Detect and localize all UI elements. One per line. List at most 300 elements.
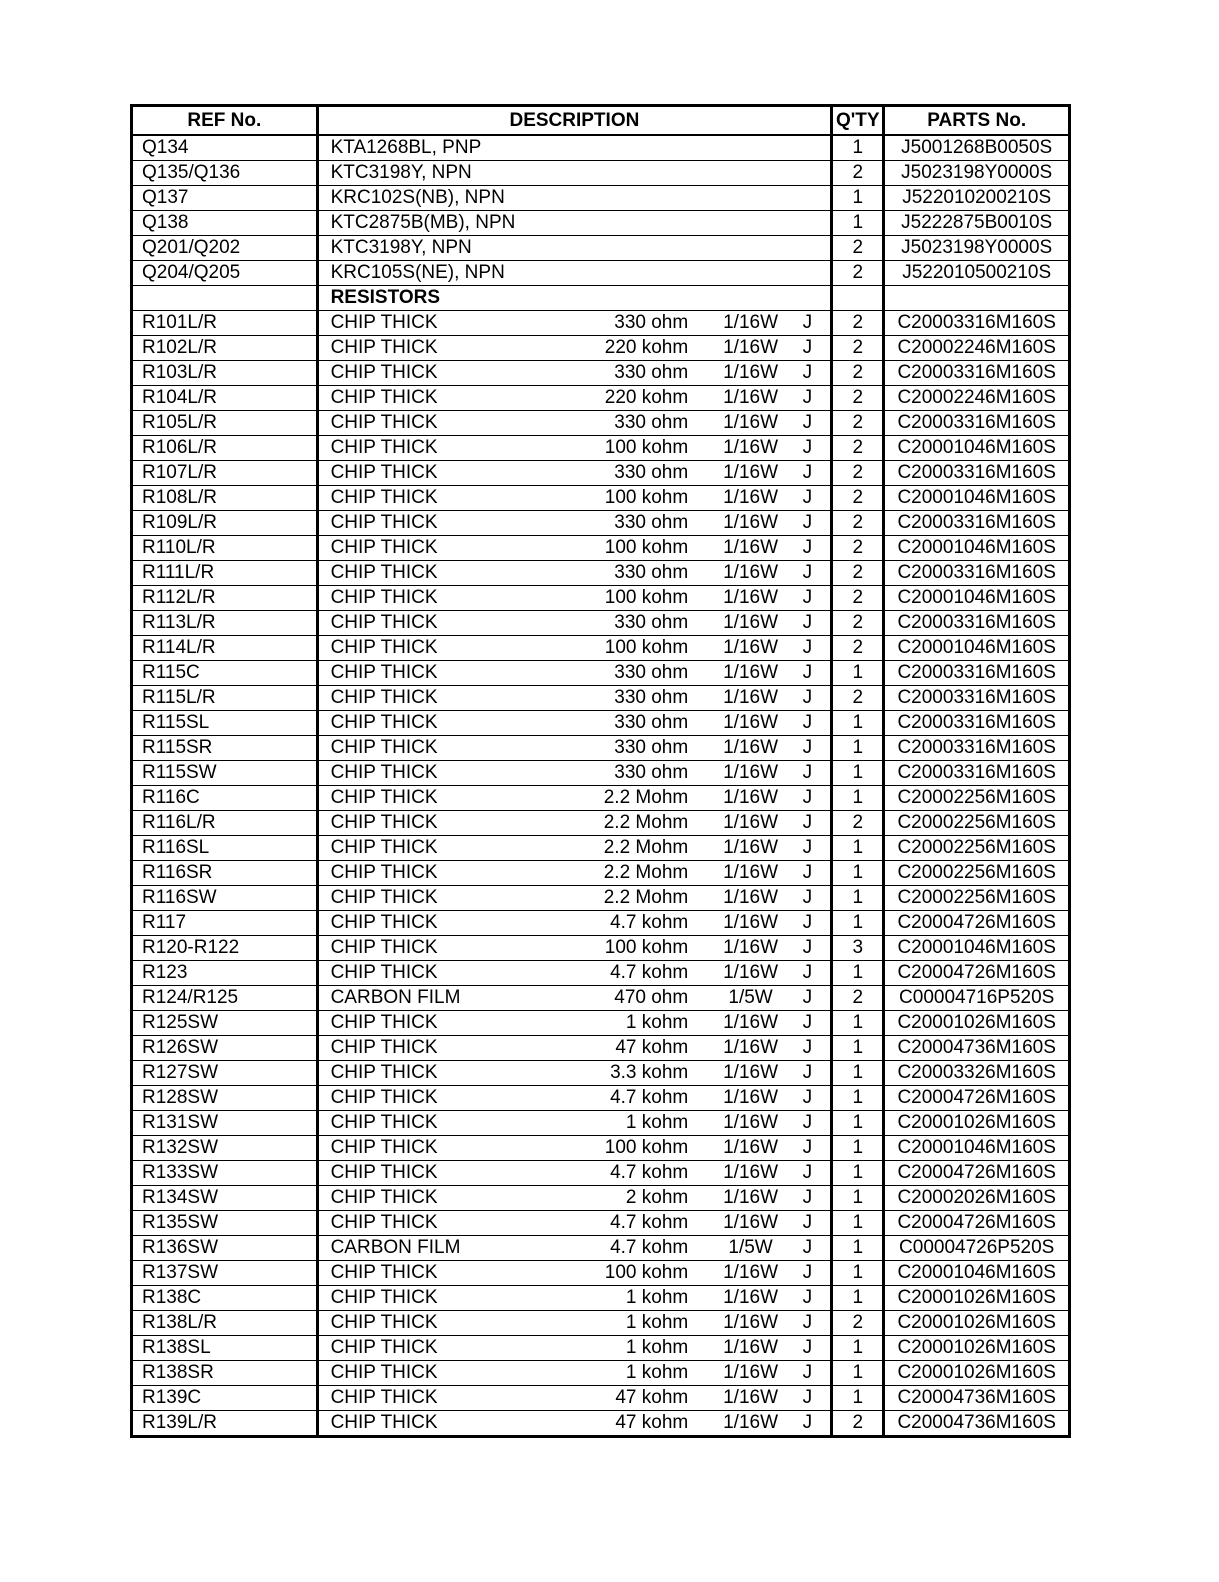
qty-cell: 2 — [832, 386, 884, 411]
part-number-cell: C20001026M160S — [884, 1311, 1070, 1336]
ref-cell: R115SR — [132, 736, 318, 761]
description-cell — [317, 1361, 832, 1386]
ref-cell: R132SW — [132, 1136, 318, 1161]
qty-cell: 1 — [832, 1036, 884, 1061]
wattage: 1/16W — [723, 437, 779, 458]
resistance-value: 47 kohm — [615, 1387, 689, 1408]
tolerance: J — [802, 1037, 813, 1058]
resistor-type: CHIP THICK — [330, 1362, 438, 1383]
part-number-cell: C20004726M160S — [884, 911, 1070, 936]
wattage: 1/16W — [723, 1062, 779, 1083]
ref-cell: R125SW — [132, 1011, 318, 1036]
table-row — [132, 135, 1070, 161]
table-row — [132, 261, 1070, 286]
part-number-cell: C20002256M160S — [884, 886, 1070, 911]
qty-cell: 1 — [832, 886, 884, 911]
tolerance: J — [802, 812, 813, 833]
description-text: KRC102S(NB), NPN — [330, 187, 505, 208]
description-cell — [317, 686, 832, 711]
qty-cell: 2 — [832, 411, 884, 436]
ref-cell: R114L/R — [132, 636, 318, 661]
resistance-value: 330 ohm — [614, 712, 689, 733]
qty-cell: 2 — [832, 811, 884, 836]
qty-cell: 1 — [832, 211, 884, 236]
resistor-type: CHIP THICK — [330, 712, 438, 733]
wattage: 1/16W — [723, 612, 779, 633]
resistor-type: CHIP THICK — [330, 862, 438, 883]
part-number-cell: C20002256M160S — [884, 786, 1070, 811]
wattage: 1/5W — [728, 1237, 773, 1258]
ref-cell: R137SW — [132, 1261, 318, 1286]
table-row — [132, 411, 1070, 436]
ref-cell: R136SW — [132, 1236, 318, 1261]
ref-cell: R101L/R — [132, 311, 318, 336]
part-number-cell: C20001026M160S — [884, 1286, 1070, 1311]
part-number-cell: C20001046M160S — [884, 1136, 1070, 1161]
resistor-type: CHIP THICK — [330, 1012, 438, 1033]
tolerance: J — [802, 762, 813, 783]
ref-cell: R134SW — [132, 1186, 318, 1211]
description-cell — [317, 311, 832, 336]
part-number-cell: C20003316M160S — [884, 661, 1070, 686]
tolerance: J — [802, 837, 813, 858]
part-number-cell: C20003316M160S — [884, 611, 1070, 636]
ref-cell: R115L/R — [132, 686, 318, 711]
part-number-cell — [884, 286, 1070, 311]
table-row — [132, 536, 1070, 561]
wattage: 1/16W — [723, 1112, 779, 1133]
table-row — [132, 486, 1070, 511]
wattage: 1/16W — [723, 312, 779, 333]
tolerance: J — [802, 1287, 813, 1308]
resistance-value: 100 kohm — [604, 1137, 689, 1158]
description-text: KTC3198Y, NPN — [330, 162, 472, 183]
resistor-type: CHIP THICK — [330, 512, 438, 533]
qty-cell: 1 — [832, 1011, 884, 1036]
description-cell — [317, 861, 832, 886]
table-row — [132, 1086, 1070, 1111]
wattage: 1/16W — [723, 562, 779, 583]
table-row — [132, 186, 1070, 211]
table-row — [132, 736, 1070, 761]
table-row — [132, 1161, 1070, 1186]
ref-cell — [132, 286, 318, 311]
table-row — [132, 211, 1070, 236]
part-number-cell: C20003316M160S — [884, 511, 1070, 536]
resistance-value: 4.7 kohm — [610, 1087, 689, 1108]
ref-cell: R139L/R — [132, 1411, 318, 1437]
tolerance: J — [802, 412, 813, 433]
part-number-cell: C20003326M160S — [884, 1061, 1070, 1086]
description-cell — [317, 411, 832, 436]
resistance-value: 330 ohm — [614, 737, 689, 758]
tolerance: J — [802, 312, 813, 333]
part-number-cell: C20001026M160S — [884, 1111, 1070, 1136]
ref-cell: R116C — [132, 786, 318, 811]
tolerance: J — [802, 487, 813, 508]
wattage: 1/16W — [723, 887, 779, 908]
description-cell — [317, 1086, 832, 1111]
part-number-cell: C20001046M160S — [884, 436, 1070, 461]
tolerance: J — [802, 737, 813, 758]
table-row — [132, 1136, 1070, 1161]
part-number-cell: C20003316M160S — [884, 461, 1070, 486]
resistor-type: CHIP THICK — [330, 687, 438, 708]
qty-cell: 2 — [832, 986, 884, 1011]
wattage: 1/5W — [728, 987, 773, 1008]
table-row — [132, 661, 1070, 686]
qty-cell: 1 — [832, 861, 884, 886]
description-cell — [317, 1211, 832, 1236]
table-row — [132, 1286, 1070, 1311]
resistor-type: CHIP THICK — [330, 1387, 438, 1408]
ref-cell: Q134 — [132, 135, 318, 161]
resistance-value: 100 kohm — [604, 487, 689, 508]
qty-cell: 1 — [832, 1111, 884, 1136]
parts-list-table — [130, 104, 1071, 1438]
qty-cell: 1 — [832, 961, 884, 986]
tolerance: J — [802, 562, 813, 583]
tolerance: J — [802, 337, 813, 358]
resistor-type: CARBON FILM — [330, 987, 461, 1008]
table-row — [132, 436, 1070, 461]
wattage: 1/16W — [723, 912, 779, 933]
part-number-cell: C20003316M160S — [884, 561, 1070, 586]
part-number-cell: C20004736M160S — [884, 1386, 1070, 1411]
wattage: 1/16W — [723, 712, 779, 733]
wattage: 1/16W — [723, 587, 779, 608]
wattage: 1/16W — [723, 1012, 779, 1033]
parts-table-body — [132, 135, 1070, 1437]
description-cell — [317, 186, 832, 211]
description-cell — [317, 986, 832, 1011]
ref-cell: R131SW — [132, 1111, 318, 1136]
table-row — [132, 986, 1070, 1011]
part-number-cell: C20003316M160S — [884, 411, 1070, 436]
qty-cell: 2 — [832, 311, 884, 336]
tolerance: J — [802, 662, 813, 683]
ref-cell: R108L/R — [132, 486, 318, 511]
resistor-type: CHIP THICK — [330, 1037, 438, 1058]
resistance-value: 4.7 kohm — [610, 962, 689, 983]
qty-cell: 1 — [832, 1261, 884, 1286]
tolerance: J — [802, 937, 813, 958]
table-row — [132, 1111, 1070, 1136]
qty-cell: 2 — [832, 436, 884, 461]
tolerance: J — [802, 1212, 813, 1233]
resistance-value: 330 ohm — [614, 462, 689, 483]
wattage: 1/16W — [723, 1337, 779, 1358]
description-cell — [317, 1011, 832, 1036]
table-row — [132, 911, 1070, 936]
tolerance: J — [802, 912, 813, 933]
part-number-cell: C20004726M160S — [884, 1086, 1070, 1111]
part-number-cell: C20004726M160S — [884, 961, 1070, 986]
resistance-value: 47 kohm — [615, 1037, 689, 1058]
resistor-type: CHIP THICK — [330, 437, 438, 458]
part-number-cell: C20003316M160S — [884, 361, 1070, 386]
qty-cell: 1 — [832, 786, 884, 811]
table-row — [132, 586, 1070, 611]
description-cell — [317, 661, 832, 686]
resistance-value: 100 kohm — [604, 1262, 689, 1283]
header-ref: REF No. — [132, 106, 318, 136]
resistance-value: 330 ohm — [614, 562, 689, 583]
tolerance: J — [802, 862, 813, 883]
tolerance: J — [802, 1087, 813, 1108]
resistor-type: CHIP THICK — [330, 562, 438, 583]
description-cell — [317, 611, 832, 636]
qty-cell: 1 — [832, 1161, 884, 1186]
part-number-cell: C20001046M160S — [884, 586, 1070, 611]
resistance-value: 330 ohm — [614, 762, 689, 783]
resistor-type: CHIP THICK — [330, 337, 438, 358]
table-row — [132, 461, 1070, 486]
resistor-type: CHIP THICK — [330, 612, 438, 633]
tolerance: J — [802, 962, 813, 983]
wattage: 1/16W — [723, 1162, 779, 1183]
resistance-value: 1 kohm — [625, 1337, 689, 1358]
tolerance: J — [802, 887, 813, 908]
qty-cell: 2 — [832, 1311, 884, 1336]
resistance-value: 2.2 Mohm — [603, 812, 689, 833]
qty-cell: 2 — [832, 336, 884, 361]
section-title-cell — [317, 286, 832, 311]
table-row — [132, 611, 1070, 636]
ref-cell: R105L/R — [132, 411, 318, 436]
tolerance: J — [802, 687, 813, 708]
table-row — [132, 311, 1070, 336]
description-cell — [317, 586, 832, 611]
description-cell — [317, 1336, 832, 1361]
table-row — [132, 786, 1070, 811]
qty-cell: 1 — [832, 661, 884, 686]
description-cell — [317, 1311, 832, 1336]
description-cell — [317, 386, 832, 411]
qty-cell: 1 — [832, 1236, 884, 1261]
tolerance: J — [802, 612, 813, 633]
wattage: 1/16W — [723, 412, 779, 433]
part-number-cell: C20004736M160S — [884, 1411, 1070, 1437]
ref-cell: R103L/R — [132, 361, 318, 386]
table-row — [132, 1336, 1070, 1361]
tolerance: J — [802, 1337, 813, 1358]
qty-cell: 2 — [832, 261, 884, 286]
ref-cell: R102L/R — [132, 336, 318, 361]
tolerance: J — [802, 537, 813, 558]
qty-cell: 2 — [832, 1411, 884, 1437]
description-cell — [317, 536, 832, 561]
description-cell — [317, 1136, 832, 1161]
table-row — [132, 1411, 1070, 1437]
table-row — [132, 1036, 1070, 1061]
tolerance: J — [802, 637, 813, 658]
qty-cell: 2 — [832, 461, 884, 486]
qty-cell: 1 — [832, 1386, 884, 1411]
ref-cell: R107L/R — [132, 461, 318, 486]
wattage: 1/16W — [723, 487, 779, 508]
part-number-cell: C20004726M160S — [884, 1211, 1070, 1236]
ref-cell: R117 — [132, 911, 318, 936]
description-cell — [317, 486, 832, 511]
description-cell — [317, 161, 832, 186]
qty-cell: 1 — [832, 135, 884, 161]
qty-cell: 1 — [832, 1136, 884, 1161]
wattage: 1/16W — [723, 462, 779, 483]
resistance-value: 1 kohm — [625, 1112, 689, 1133]
section-title: RESISTORS — [330, 287, 441, 308]
table-row — [132, 511, 1070, 536]
wattage: 1/16W — [723, 762, 779, 783]
table-row — [132, 1311, 1070, 1336]
resistance-value: 2.2 Mohm — [603, 787, 689, 808]
resistor-type: CHIP THICK — [330, 637, 438, 658]
section-row — [132, 286, 1070, 311]
tolerance: J — [802, 387, 813, 408]
table-row — [132, 686, 1070, 711]
ref-cell: Q135/Q136 — [132, 161, 318, 186]
wattage: 1/16W — [723, 962, 779, 983]
wattage: 1/16W — [723, 837, 779, 858]
resistance-value: 330 ohm — [614, 687, 689, 708]
wattage: 1/16W — [723, 1262, 779, 1283]
part-number-cell: C20004736M160S — [884, 1036, 1070, 1061]
part-number-cell: C20001046M160S — [884, 486, 1070, 511]
ref-cell: R138SL — [132, 1336, 318, 1361]
ref-cell: R116L/R — [132, 811, 318, 836]
table-row — [132, 636, 1070, 661]
ref-cell: R138C — [132, 1286, 318, 1311]
tolerance: J — [802, 1062, 813, 1083]
resistor-type: CHIP THICK — [330, 1312, 438, 1333]
table-row — [132, 1361, 1070, 1386]
part-number-cell: C20003316M160S — [884, 686, 1070, 711]
part-number-cell: C20003316M160S — [884, 761, 1070, 786]
part-number-cell: C20001046M160S — [884, 536, 1070, 561]
resistor-type: CHIP THICK — [330, 312, 438, 333]
part-number-cell: C20001046M160S — [884, 1261, 1070, 1286]
table-row — [132, 236, 1070, 261]
resistance-value: 100 kohm — [604, 537, 689, 558]
resistance-value: 4.7 kohm — [610, 1212, 689, 1233]
ref-cell: Q204/Q205 — [132, 261, 318, 286]
resistor-type: CHIP THICK — [330, 737, 438, 758]
tolerance: J — [802, 1262, 813, 1283]
wattage: 1/16W — [723, 1137, 779, 1158]
wattage: 1/16W — [723, 537, 779, 558]
resistor-type: CHIP THICK — [330, 812, 438, 833]
description-cell — [317, 1061, 832, 1086]
description-cell — [317, 236, 832, 261]
ref-cell: R124/R125 — [132, 986, 318, 1011]
table-row — [132, 1211, 1070, 1236]
ref-cell: R120-R122 — [132, 936, 318, 961]
wattage: 1/16W — [723, 637, 779, 658]
description-cell — [317, 911, 832, 936]
resistance-value: 47 kohm — [615, 1412, 689, 1433]
part-number-cell: C20001026M160S — [884, 1336, 1070, 1361]
wattage: 1/16W — [723, 1212, 779, 1233]
tolerance: J — [802, 712, 813, 733]
qty-cell: 2 — [832, 161, 884, 186]
ref-cell: R116SR — [132, 861, 318, 886]
tolerance: J — [802, 437, 813, 458]
table-row — [132, 386, 1070, 411]
wattage: 1/16W — [723, 812, 779, 833]
ref-cell: R111L/R — [132, 561, 318, 586]
tolerance: J — [802, 1162, 813, 1183]
qty-cell: 1 — [832, 186, 884, 211]
table-row — [132, 361, 1070, 386]
tolerance: J — [802, 987, 813, 1008]
resistor-type: CHIP THICK — [330, 762, 438, 783]
description-cell — [317, 636, 832, 661]
description-cell — [317, 786, 832, 811]
qty-cell: 1 — [832, 761, 884, 786]
header-parts-no: PARTS No. — [884, 106, 1070, 136]
description-cell — [317, 811, 832, 836]
part-number-cell: C20002256M160S — [884, 861, 1070, 886]
tolerance: J — [802, 1387, 813, 1408]
wattage: 1/16W — [723, 1412, 779, 1433]
ref-cell: R113L/R — [132, 611, 318, 636]
part-number-cell: J522010500210S — [884, 261, 1070, 286]
description-cell — [317, 1111, 832, 1136]
table-row — [132, 161, 1070, 186]
tolerance: J — [802, 462, 813, 483]
part-number-cell: C20001026M160S — [884, 1011, 1070, 1036]
resistance-value: 330 ohm — [614, 362, 689, 383]
resistor-type: CHIP THICK — [330, 1337, 438, 1358]
wattage: 1/16W — [723, 387, 779, 408]
qty-cell: 1 — [832, 1061, 884, 1086]
resistor-type: CHIP THICK — [330, 487, 438, 508]
table-row — [132, 961, 1070, 986]
part-number-cell: C20003316M160S — [884, 711, 1070, 736]
resistor-type: CHIP THICK — [330, 1162, 438, 1183]
qty-cell — [832, 286, 884, 311]
description-cell — [317, 711, 832, 736]
part-number-cell: C20003316M160S — [884, 736, 1070, 761]
description-cell — [317, 511, 832, 536]
qty-cell: 2 — [832, 686, 884, 711]
description-cell — [317, 1036, 832, 1061]
resistance-value: 4.7 kohm — [610, 1162, 689, 1183]
resistor-type: CHIP THICK — [330, 1187, 438, 1208]
wattage: 1/16W — [723, 662, 779, 683]
ref-cell: R135SW — [132, 1211, 318, 1236]
qty-cell: 1 — [832, 1361, 884, 1386]
part-number-cell: C20001046M160S — [884, 936, 1070, 961]
tolerance: J — [802, 1412, 813, 1433]
ref-cell: Q201/Q202 — [132, 236, 318, 261]
tolerance: J — [802, 1362, 813, 1383]
table-row — [132, 811, 1070, 836]
tolerance: J — [802, 1187, 813, 1208]
ref-cell: R110L/R — [132, 536, 318, 561]
description-cell — [317, 336, 832, 361]
qty-cell: 2 — [832, 611, 884, 636]
resistance-value: 2 kohm — [625, 1187, 689, 1208]
description-cell — [317, 1386, 832, 1411]
resistor-type: CHIP THICK — [330, 912, 438, 933]
tolerance: J — [802, 512, 813, 533]
description-cell — [317, 461, 832, 486]
description-cell — [317, 211, 832, 236]
resistor-type: CHIP THICK — [330, 1287, 438, 1308]
qty-cell: 1 — [832, 911, 884, 936]
resistor-type: CHIP THICK — [330, 1262, 438, 1283]
